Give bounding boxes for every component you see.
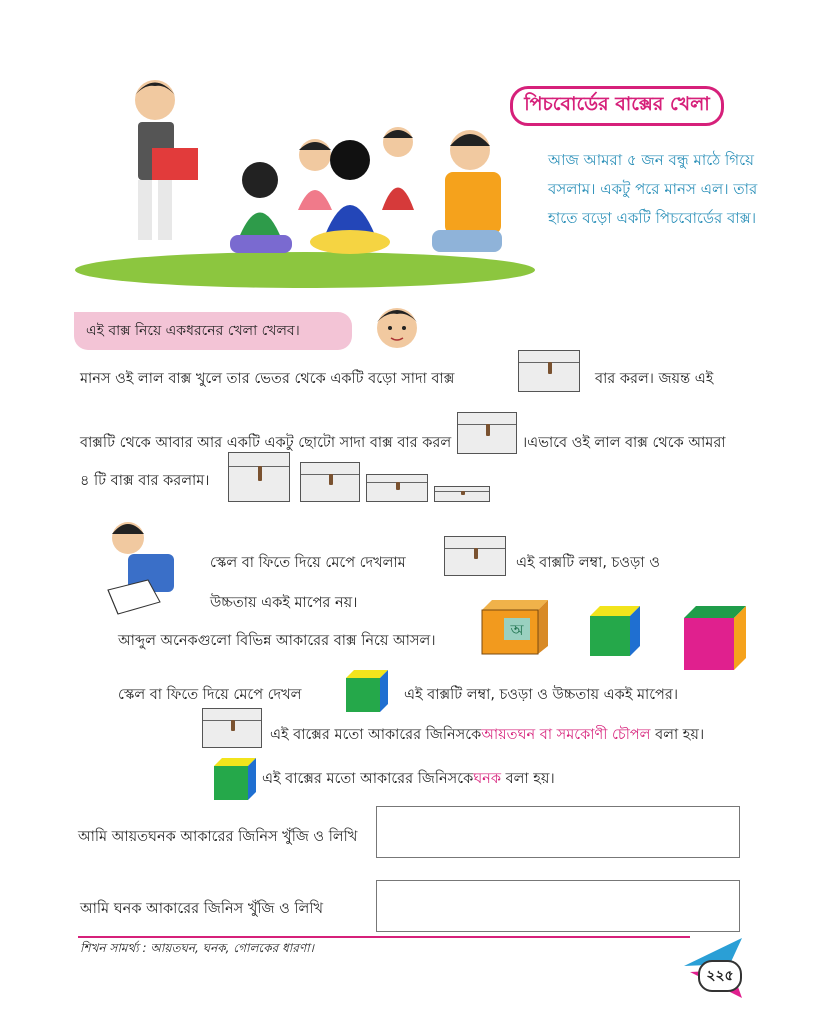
- para2-start: বাক্সটি থেকে আবার আর একটি একটু ছোটো সাদা বাক্স বার করল: [80, 435, 452, 451]
- crate-letter: অ: [510, 621, 524, 639]
- page-number: ২২৫: [698, 960, 742, 992]
- intro-text: আজ আমরা ৫ জন বন্ধু মাঠে গিয়ে বসলাম। একটু পরে মানস এল। তার হাতে বড়ো একটি পিচবোর্ডের বাক্স।: [548, 151, 758, 227]
- para3: ৪ টি বাক্স বার করলাম।: [80, 473, 210, 489]
- para2-end: ।এভাবে ওই লাল বাক্স থেকে আমরা: [522, 435, 726, 451]
- white-box-large: [518, 350, 580, 392]
- wooden-crate-image: [478, 598, 550, 656]
- term-cuboid: আয়তঘন বা সমকোণী চৌপল: [481, 727, 651, 743]
- measure1-start: স্কেল বা ফিতে দিয়ে মেপে দেখলাম: [210, 555, 406, 571]
- cube-green-small: [344, 668, 390, 714]
- box-2: [300, 462, 360, 502]
- boy-orange: [432, 130, 502, 252]
- answer-box-cube[interactable]: [376, 880, 740, 932]
- para1-end: বার করল। জয়ন্ত এই: [595, 371, 714, 387]
- measure1-line2: উচ্চতায় একই মাপের নয়।: [210, 595, 358, 611]
- term-cube: ঘনক: [473, 771, 501, 787]
- prompt-cuboid: আমি আয়তঘনক আকারের জিনিস খুঁজি ও লিখি: [78, 829, 358, 845]
- definition-cuboid: এই বাক্সের মতো আকারের জিনিসকেআয়তঘন বা সমকোণী চৌপল বলা হয়।: [270, 727, 705, 743]
- children-illustration: [70, 70, 540, 290]
- answer-box-cuboid[interactable]: [376, 806, 740, 858]
- footer-learning-outcome: শিখন সামর্থ্য : আয়তঘন, ঘনক, গোলকের ধারণা।: [80, 941, 314, 955]
- footer-divider: [78, 936, 690, 938]
- boy-red: [382, 127, 414, 210]
- measuring-boy-illustration: [88, 510, 198, 620]
- prompt-cube: আমি ঘনক আকারের জিনিস খুঁজি ও লিখি: [80, 901, 324, 917]
- abdul-text: আব্দুল অনেকগুলো বিভিন্ন আকারের বাক্স নিয়ে আসল।: [118, 633, 436, 649]
- white-box-measured: [444, 536, 506, 576]
- cube-definition: [212, 756, 258, 802]
- boy-face-illustration: [370, 300, 424, 358]
- box-3: [366, 474, 428, 502]
- boy-with-box: [135, 80, 198, 240]
- cube-green-large: [588, 604, 644, 658]
- girl-pink: [298, 139, 332, 210]
- page-title: পিচবোর্ডের বাক্সের খেলা: [510, 86, 724, 126]
- box-1: [228, 452, 290, 502]
- white-box-cuboid: [202, 708, 262, 748]
- measure2-end: এই বাক্সটি লম্বা, চওড়া ও উচ্চতায় একই মাপের।: [404, 687, 679, 703]
- girl-green: [230, 162, 292, 253]
- cube-magenta: [682, 604, 748, 672]
- speech-bubble: এই বাক্স নিয়ে একধরনের খেলা খেলব।: [74, 312, 352, 350]
- box-4: [434, 486, 490, 502]
- measure2-start: স্কেল বা ফিতে দিয়ে মেপে দেখল: [118, 687, 302, 703]
- white-box-medium: [457, 412, 517, 454]
- definition-cube: এই বাক্সের মতো আকারের জিনিসকেঘনক বলা হয়।: [262, 771, 555, 787]
- para1-start: মানস ওই লাল বাক্স খুলে তার ভেতর থেকে একটি বড়ো সাদা বাক্স: [80, 371, 455, 387]
- measure1-end: এই বাক্সটি লম্বা, চওড়া ও: [516, 555, 660, 571]
